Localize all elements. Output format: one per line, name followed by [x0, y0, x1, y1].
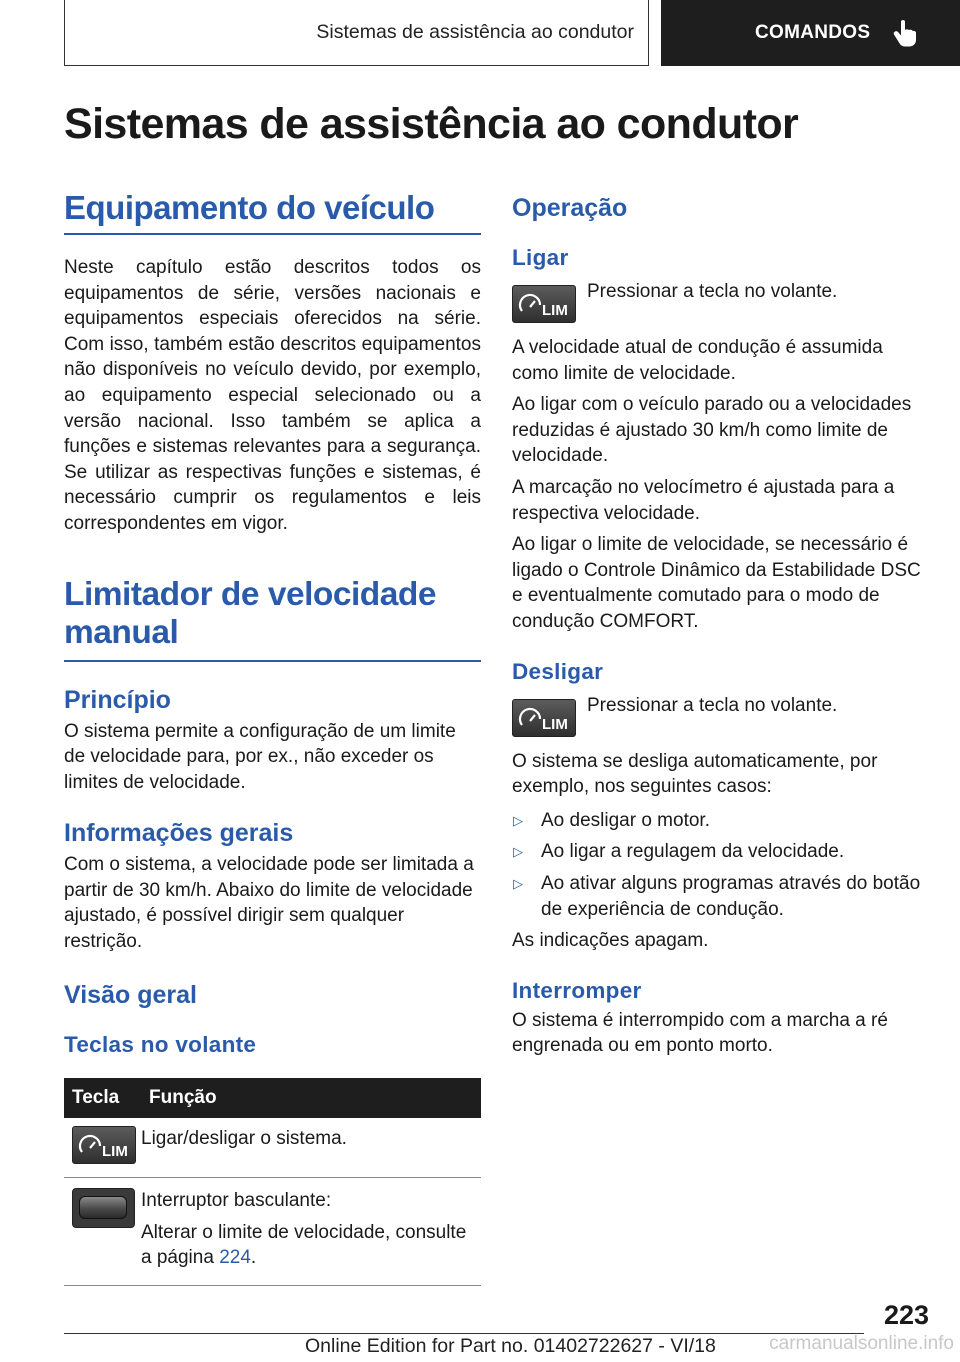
header-section-label: Sistemas de assistência ao condutor — [316, 21, 634, 43]
limiter-heading: Limitador de velocidade manual — [64, 576, 436, 651]
operation-heading: Operação — [512, 194, 628, 222]
rocker-switch-icon — [72, 1188, 135, 1228]
footer-watermark: carmanualsonline.info — [769, 1333, 954, 1354]
keys-heading: Teclas no volante — [64, 1031, 257, 1057]
on-press-text: Pressionar a tecla no volante. — [587, 281, 838, 302]
function-cell — [141, 1178, 481, 1286]
svg-text:LIM: LIM — [542, 715, 568, 733]
general-info-text: Com o sistema, a velocidade pode ser limitada a partir de 30 km/h. Abaixo do limite de velocidade ajustado, é possível dirigir sem qualquer restrição. — [64, 854, 474, 953]
row1-function: Ligar/desligar o sistema. — [141, 1127, 347, 1149]
on-paragraph-1: A velocidade atual de condução é assumida como limite de velocidade. — [512, 337, 883, 384]
on-instruction — [512, 283, 932, 323]
on-paragraph-3: A marcação no velocímetro é ajustada para a respectiva velocidade. — [512, 476, 895, 524]
principle-heading: Princípio — [64, 685, 171, 714]
overview-heading: Visão geral — [64, 980, 197, 1009]
right-column — [512, 190, 932, 1059]
equipment-heading: Equipamento do veículo — [64, 189, 435, 226]
key-cell — [64, 1118, 141, 1178]
off-paragraph-2: As indicações apagam. — [512, 930, 709, 952]
lim-button-icon — [512, 699, 576, 737]
keys-table — [64, 1078, 481, 1286]
off-paragraph-1: O sistema se desliga automaticamente, por exemplo, nos seguintes casos: — [512, 750, 878, 798]
header-chapter — [661, 0, 960, 66]
col-header-function: Função — [141, 1078, 481, 1118]
list-item: ▷ Ao desligar o motor. — [512, 808, 932, 834]
on-paragraph-4: Ao ligar o limite de velocidade, se necessário é ligado o Controle Dinâmico da Estabilidade DSC e eventualmente comutado para o modo de condução COMFORT. — [512, 534, 921, 632]
function-cell — [141, 1118, 481, 1178]
off-bullet-list — [512, 808, 932, 922]
table-row — [64, 1118, 481, 1178]
footer-divider — [64, 1333, 864, 1334]
list-item: ▷ Ao ativar alguns programas através do botão de experiência de condução. — [512, 871, 932, 922]
general-info-heading: Informações gerais — [64, 819, 294, 848]
col-header-key: Tecla — [64, 1078, 141, 1118]
bullet-triangle-icon: ▷ — [513, 844, 523, 860]
off-instruction — [512, 694, 932, 737]
table-row — [64, 1178, 481, 1286]
lim-button-icon — [72, 1126, 136, 1164]
bullet-triangle-icon: ▷ — [513, 812, 523, 828]
page-link[interactable]: 224 — [219, 1247, 251, 1269]
svg-text:LIM: LIM — [102, 1142, 128, 1160]
list-item: ▷ Ao ligar a regulagem da velocidade. — [512, 839, 932, 865]
off-heading: Desligar — [512, 658, 604, 684]
limiter-heading-block — [64, 576, 481, 661]
off-press-text: Pressionar a tecla no volante. — [587, 694, 838, 716]
principle-text: O sistema permite a configuração de um limite de velocidade para, por ex., não exceder os limites de velocidade. — [64, 720, 456, 793]
interrupt-text: O sistema é interrompido com a marcha a ré engrenada ou em ponto morto. — [512, 1009, 888, 1057]
header-chapter-label: COMANDOS — [755, 22, 871, 43]
row2-function-line2: Alterar o limite de velocidade, consulte a página 224. — [141, 1221, 467, 1269]
page-title: Sistemas de assistência ao condutor — [64, 100, 799, 148]
on-paragraph-2: Ao ligar com o veículo parado ou a velocidades reduzidas é ajustado 30 km/h como limite de velocidade. — [512, 394, 912, 467]
interrupt-heading: Interromper — [512, 977, 642, 1003]
lim-button-icon — [512, 285, 576, 323]
footer-edition: Online Edition for Part no. 01402722627 - VI/18 — [305, 1335, 716, 1357]
on-heading: Ligar — [512, 245, 569, 270]
header-section-title — [64, 0, 649, 66]
key-cell — [64, 1178, 141, 1286]
left-column — [64, 190, 481, 1286]
pointing-hand-icon — [892, 19, 918, 47]
row2-function-line1: Interruptor basculante: — [141, 1190, 332, 1212]
equipment-text: Neste capítulo estão descritos todos os equipamentos de série, versões nacionais e equipamentos especiais oferecidos na série. Com isso, também estão descritos equipamentos não disponíveis no veículo devido, por exemplo, ao equipamento especial selecionado ou a versão nacional. Isso também se aplica a funções e sistemas relevantes para a segurança. Se utilizar as respectivas funções e sistemas, é necessário cumprir os regulamentos e leis correspondentes em vigor. — [64, 256, 481, 534]
page-number: 223 — [883, 1300, 929, 1330]
keys-table-header — [64, 1078, 481, 1118]
svg-text:LIM: LIM — [542, 302, 568, 319]
bullet-triangle-icon: ▷ — [513, 875, 523, 891]
equipment-heading-block — [64, 190, 481, 235]
